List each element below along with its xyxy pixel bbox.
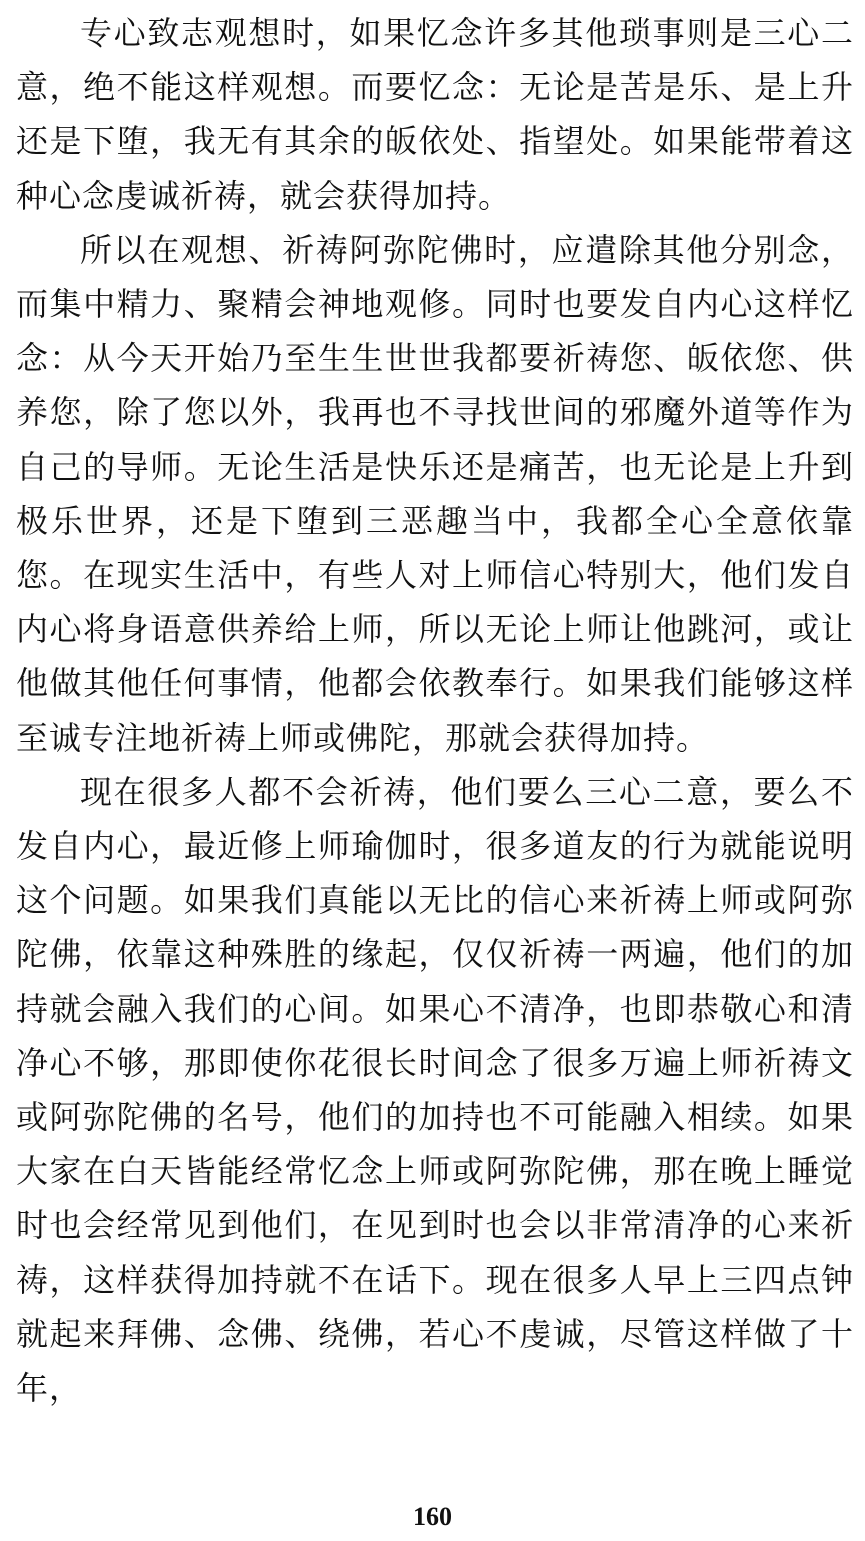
paragraph: 专心致志观想时，如果忆念许多其他琐事则是三心二意，绝不能这样观想。而要忆念：无论是苦是乐、是上升还是下堕，我无有其余的皈依处、指望处。如果能带着这种心念虔诚祈祷，就会获得加持。 xyxy=(16,14,854,215)
page-number: 160 xyxy=(413,1502,452,1531)
paragraph: 所以在观想、祈祷阿弥陀佛时，应遣除其他分别念，而集中精力、聚精会神地观修。同时也要发自内心这样忆念：从今天开始乃至生生世世我都要祈祷您、皈依您、供养您，除了您以外，我再也不寻找世间的邪魔外道等作为自己的导师。无论生活是快乐还是痛苦，也无论是上升到极乐世界，还是下堕到三恶趣当中，我都全心全意依靠您。在现实生活中，有些人对上师信心特别大，他们发自内心将身语意供养给上师，所以无论上师让他跳河，或让他做其他任何事情，他都会依教奉行。如果我们能够这样至诚专注地祈祷上师或佛陀，那就会获得加持。 xyxy=(16,230,854,757)
paragraph: 现在很多人都不会祈祷，他们要么三心二意，要么不发自内心，最近修上师瑜伽时，很多道友的行为就能说明这个问题。如果我们真能以无比的信心来祈祷上师或阿弥陀佛，依靠这种殊胜的缘起，仅仅祈祷一两遍，他们的加持就会融入我们的心间。如果心不清净，也即恭敬心和清净心不够，那即使你花很长时间念了很多万遍上师祈祷文或阿弥陀佛的名号，他们的加持也不可能融入相续。如果大家在白天皆能经常忆念上师或阿弥陀佛，那在晚上睡觉时也会经常见到他们，在见到时也会以非常清净的心来祈祷，这样获得加持就不在话下。现在很多人早上三四点钟就起来拜佛、念佛、绕佛，若心不虔诚，尽管这样做了十年， xyxy=(16,772,854,1408)
page-body xyxy=(16,6,854,1415)
